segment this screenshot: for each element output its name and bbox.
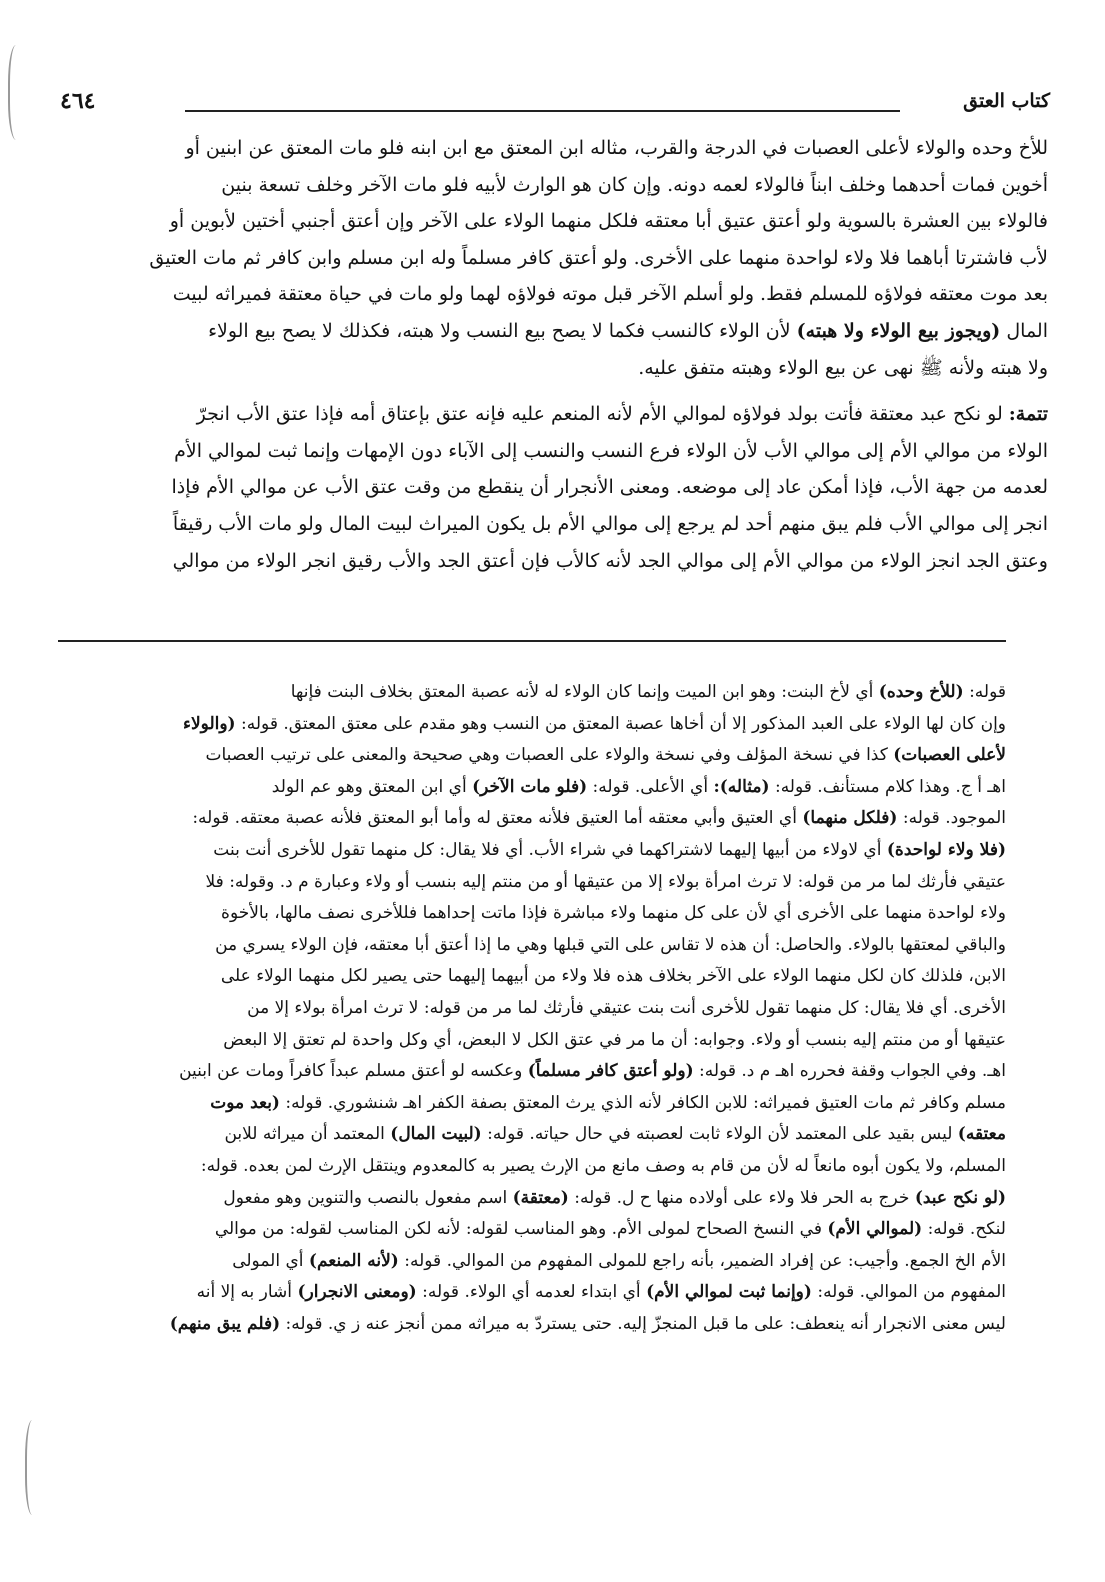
commentary-run: الموجود. قوله: [902,808,1006,829]
commentary-run: اهـ أ ج. وهذا كلام مستأنف. قوله: [774,776,1006,797]
commentary-lemma: (والولاء [182,713,236,734]
commentary-run: لنكح. قوله: [927,1219,1006,1240]
commentary-line [58,709,1006,741]
commentary-line: ولاء لواحدة منهما على الأخرى أي لأن على كل منهما ولاء مباشرة فإذا ماتت إحداهما فللأخرى نصف مالها، بالأخوة [221,903,1006,924]
main-line: لعدمه من جهة الأب، فإذا أمكن عاد إلى موضعه. ومعنى الأنجرار أن ينقطع من وقت عتق الأب عن موالي الأم فإذا [171,476,1048,499]
commentary-lemma: (ومعنى الانجرار) [297,1282,417,1303]
commentary-line [58,803,1006,835]
commentary-run: كذا في نسخة المؤلف وفي نسخة والولاء على العصبات وهي صحيحة والمعنى على ترتيب العصبات [205,745,888,766]
commentary-run: أشار به إلا أنه [196,1282,293,1303]
main-line: لأب فاشترتا أباهما فلا ولاء لواحدة منهما على الأخرى. ولو أعتق كافر مسلماً وله ابن مسلم وابن كافر ثم مات العتيق [149,246,1048,269]
commentary-run: قوله: [969,682,1006,702]
commentary-run: أي العتيق وأبي معتقه أما العتيق فلأنه معتق له وأما أبو المعتق فلأنه عصبة معتقه. قوله: [192,808,797,829]
commentary-line: عتيقها أو من منتم إليه بنسب أو ولاء. وجوابه: أن ما مر في عتق الكل لا البعض، أي وكل واحدة لم تعتق إلا البعض [223,1029,1006,1050]
running-title: كتاب العتق [963,90,1050,112]
commentary-lemma: لأعلى العصبات) [893,745,1006,766]
main-text-run: المال [1006,319,1048,342]
commentary-run: ليس معنى الانجرار أنه ينعطف: على ما قبل المنجزّ إليه. حتى يستردّ به ميراثه ممن أنجز عنه ز ي. قوله: [285,1313,1006,1334]
commentary-line [58,1119,1006,1151]
commentary-line [58,1088,1006,1120]
commentary-lemma: (لو نكح عبد) [914,1187,1006,1208]
commentary-line [58,1309,1006,1341]
main-line: أخوين فمات أحدهما وخلف ابناً فالولاء لعمه دونه. وإن كان هو الوارث لأبيه فلو مات الآخر وخلف تسعة بنين [221,173,1048,196]
commentary-line [58,772,1006,804]
commentary-run: المعتمد أن ميراثه للابن [224,1124,385,1145]
commentary-line [58,1246,1006,1278]
commentary-line [58,1277,1006,1309]
commentary-run: المفهوم من الموالي. قوله: [817,1282,1006,1303]
commentary-line [58,1214,1006,1246]
main-line: بعد موت معتقه فولاؤه للمسلم فقط. ولو أسلم الآخر قبل موته فولاؤه لهما ولو مات في حياة معتقة فميراثه لبيت [172,283,1048,306]
footnote-separator [58,640,1006,642]
commentary-line [58,1183,1006,1215]
margin-stain-top [8,45,28,140]
commentary-block [58,677,1006,1340]
commentary-lemma: (فلا ولاء لواحدة) [886,839,1006,860]
main-text-run: لأن الولاء كالنسب فكما لا يصح بيع النسب ولا هبته، فكذلك لا يصح بيع الولاء [208,319,791,342]
main-line: ولا هبته ولأنه ﷺ نهى عن بيع الولاء وهبته متفق عليه. [638,356,1048,379]
commentary-lemma: (لبيت المال) [390,1124,482,1145]
commentary-run: في النسخ الصحاح لمولى الأم. وهو المناسب لقوله: لأنه لكن المناسب لقوله: من موالي [214,1219,822,1240]
commentary-lemma: (للأخ وحده) [878,682,964,702]
main-line: انجر إلى موالي الأب فلم يبق منهم أحد لم يرجع إلى موالي الأم بل يكون الميراث لبيت المال ولو مات الأب رقيقاً [172,512,1048,535]
main-text-bold: (ويجوز بيع الولاء ولا هبته) [796,319,1001,342]
commentary-run: وإن كان لها الولاء على العبد المذكور إلا أن أخاها عصبة المعتق من النسب وهو مقدم على معتق المعتق. قوله: [241,713,1006,734]
commentary-run: ليس بقيد على المعتمد لأن الولاء ثابت لعصبته في حال حياته. قوله: [487,1124,953,1145]
commentary-run: الأم الخ الجمع. وأجيب: عن إفراد الضمير، بأنه راجع للمولى المفهوم من الموالي. قوله: [404,1250,1006,1271]
commentary-line [58,835,1006,867]
commentary-lemma: (ولو أعتق كافر مسلماً) [527,1061,694,1082]
commentary-line [58,740,1006,772]
commentary-lemma: (فلم يبق منهم) [169,1313,281,1334]
commentary-run: اهـ. وفي الجواب وقفة فحرره اهـ م د. قوله: [699,1061,1006,1082]
commentary-lemma: (وإنما ثبت لموالي الأم) [646,1282,812,1303]
main-text-block [58,130,1048,579]
main-text-run: لو نكح عبد معتقة فأتت بولد فولاؤه لموالي الأم لأنه المنعم عليه فإنه عتق بإعتاق أمه فإذا عتق الأب انجرّ [196,403,1003,426]
commentary-lemma: (مثاله): [713,776,770,797]
tatimma-line [58,396,1048,433]
commentary-line [58,1056,1006,1088]
commentary-lemma: معتقه) [957,1124,1006,1145]
commentary-lemma: (فلكل منهما) [802,808,898,829]
commentary-run: أي المولى [232,1250,304,1271]
commentary-lemma: (فلو مات الآخر) [472,776,588,797]
commentary-lemma: (لأنه المنعم) [308,1250,399,1271]
commentary-line: الابن، فلذلك كان لكل منهما الولاء على الآخر بخلاف هذه فلا ولاء من أبيهما إليهما حتى يصير لكل منهما الولاء على [220,966,1006,987]
commentary-lemma: (بعد موت [210,1092,280,1113]
page-number: ٤٦٤ [60,88,96,114]
margin-stain-bottom [25,1420,43,1515]
commentary-lemma: (لموالي الأم) [827,1219,923,1240]
commentary-run: مسلم وكافر ثم مات العتيق فميراثه: للابن الكافر لأنه الذي يرث المعتق بصفة الكفر اهـ شنشوري. قوله: [285,1092,1006,1113]
main-line: للأخ وحده والولاء لأعلى العصبات في الدرجة والقرب، مثاله ابن المعتق مع ابن ابنه فلو مات المعتق عن ابنين أو [185,137,1048,159]
commentary-run: أي لاولاء من أبيها إليهما لاشتراكهما في شراء الأب. أي فلا يقال: كل منهما تقول للأخرى أنت بنت [213,839,882,860]
commentary-line [58,677,1006,709]
commentary-lemma: (معتقة) [512,1187,569,1208]
commentary-line: الأخرى. أي فلا يقال: كل منهما تقول للأخرى أنت بنت عتيقي فأرثك لما مر من قوله: لا ترث امرأة بولاء إلا من [247,997,1006,1018]
main-line: وعتق الجد انجز الولاء من موالي الأم إلى موالي الجد لأنه كالأب فإن أعتق الجد والأب رقيق انجر الولاء من موالي [172,549,1048,572]
commentary-run: أي ابن المعتق وهو عم الولد [271,776,467,797]
commentary-line: والباقي لمعتقها بالولاء. والحاصل: أن هذه لا تقاس على التي قبلها وهي ما إذا أعتق أبا معتقه، فإن الولاء يسري من [215,934,1006,955]
tatimma-label: تتمة: [1008,403,1048,426]
header-rule [185,110,900,112]
main-line: فالولاء بين العشرة بالسوية ولو أعتق عتيق أبا معتقه فلكل منهما الولاء على الآخر وإن أعتق أجنبي أختين لأبوين أو [169,210,1048,233]
commentary-run: خرج به الحر فلا ولاء على أولاده منها ح ل. قوله: [574,1187,910,1208]
commentary-run: وعكسه لو أعتق مسلم عبداً كافراً ومات عن ابنين [179,1061,523,1082]
commentary-run: أي لأخ البنت: وهو ابن الميت وإنما كان الولاء له لأنه عصبة المعتق بخلاف البنت فإنها [290,682,874,702]
main-line: الولاء من موالي الأم إلى موالي الأب لأن الولاء فرع النسب والنسب إلى الآباء دون الإمهات وإنما ثبت لموالي الأم [174,439,1048,462]
page-header [60,88,1050,122]
commentary-line: عتيقي فأرثك لما مر من قوله: لا ترث امرأة بولاء إلا من عتيقها أو من منتم إليه بنسب أو ولاء وعبارة م د. وقوله: فلا [205,871,1006,892]
commentary-run: أي الأعلى. قوله: [592,776,709,797]
commentary-run: أي ابتداء لعدمه أي الولاء. قوله: [422,1282,641,1303]
commentary-run: اسم مفعول بالنصب والتنوين وهو مفعول [223,1187,508,1208]
main-line [58,313,1048,350]
commentary-line: المسلم، ولا يكون أبوه مانعاً له لأن من قام به وصف مانع من الإرث يصير به كالمعدوم وينتقل الإرث لمن بعده. قوله: [200,1155,1006,1176]
